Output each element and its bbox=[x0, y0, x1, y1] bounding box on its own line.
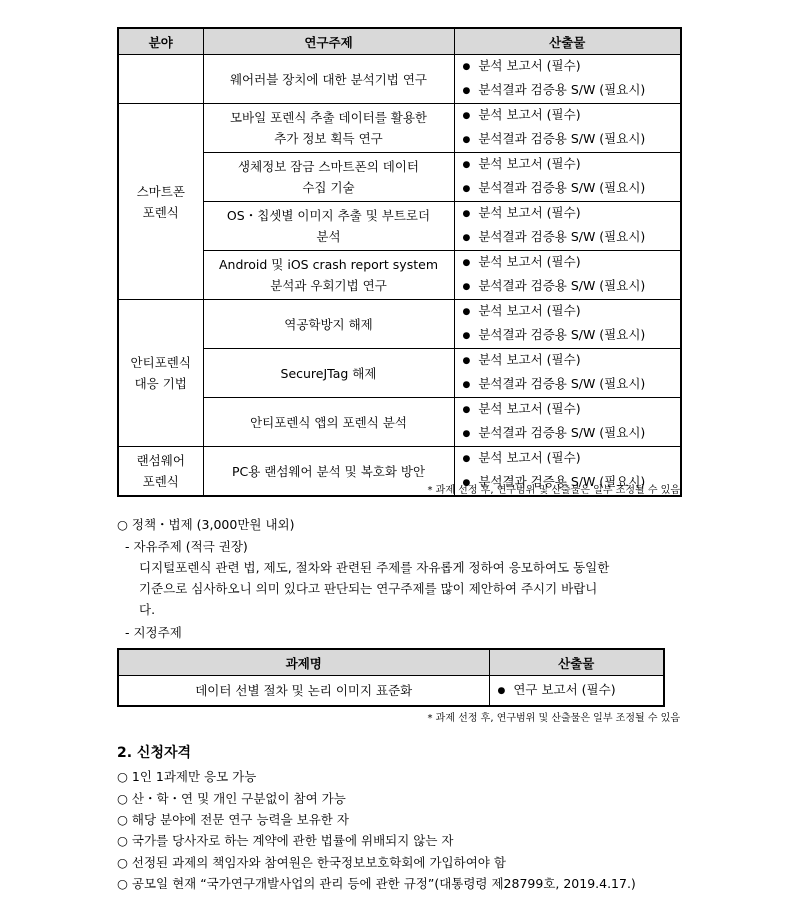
free-topic-desc-1: 디지털포렌식 관련 법, 제도, 절차와 관련된 주제를 자유롭게 정하여 응모하여도 동일한 bbox=[139, 560, 610, 575]
topic-cell: 생체정보 잠금 스마트폰의 데이터 수집 기술 bbox=[203, 153, 454, 202]
section2-title: 2. 신청자격 bbox=[117, 745, 192, 761]
output-cell bbox=[454, 104, 681, 153]
eligibility-item: ○ 산・학・연 및 개인 구분없이 참여 가능 bbox=[117, 791, 346, 806]
table-row bbox=[118, 349, 681, 398]
output-item: ● 분석결과 검증용 S/W (필요시) bbox=[463, 324, 681, 348]
output-item: ● 분석결과 검증용 S/W (필요시) bbox=[463, 177, 681, 201]
output-item: ● 연구 보고서 (필수) bbox=[498, 679, 664, 703]
output-cell bbox=[454, 300, 681, 349]
table-row bbox=[118, 55, 681, 104]
eligibility-item: ○ 국가를 당사자로 하는 계약에 관한 법률에 위배되지 않는 자 bbox=[117, 833, 454, 848]
output-cell bbox=[454, 202, 681, 251]
table-header-row bbox=[118, 649, 664, 676]
topic-cell: 역공학방지 해제 bbox=[203, 300, 454, 349]
output-item: ● 분석 보고서 (필수) bbox=[463, 398, 681, 422]
table-row bbox=[118, 398, 681, 447]
designated-topics-table bbox=[117, 648, 665, 707]
table2-note: * 과제 선정 후, 연구범위 및 산출물은 일부 조정될 수 있음 bbox=[427, 713, 680, 724]
field-cell: 랜섬웨어 포렌식 bbox=[118, 447, 203, 497]
table-row bbox=[118, 104, 681, 153]
output-item: ● 분석 보고서 (필수) bbox=[463, 104, 681, 128]
header-title: 과제명 bbox=[118, 649, 489, 676]
output-cell bbox=[454, 251, 681, 300]
header-output: 산출물 bbox=[454, 28, 681, 55]
topic-cell: Android 및 iOS crash report system 분석과 우회기법 연구 bbox=[203, 251, 454, 300]
eligibility-item: ○ 공모일 현재 “국가연구개발사업의 관리 등에 관한 규정”(대통령령 제28799호, 2019.4.17.) bbox=[117, 876, 636, 891]
header-field: 분야 bbox=[118, 28, 203, 55]
task-title: 데이터 선별 절차 및 논리 이미지 표준화 bbox=[118, 676, 489, 707]
topic-cell: PC용 랜섬웨어 분석 및 복호화 방안 bbox=[203, 447, 454, 497]
field-cell: 스마트폰 포렌식 bbox=[118, 104, 203, 300]
free-topic-label: - 자유주제 (적극 권장) bbox=[125, 539, 248, 554]
field-cell bbox=[118, 55, 203, 104]
output-item: ● 분석결과 검증용 S/W (필요시) bbox=[463, 128, 681, 152]
eligibility-item: ○ 선정된 과제의 책임자와 참여원은 한국정보보호학회에 가입하여야 함 bbox=[117, 855, 506, 870]
topic-cell: SecureJTag 해제 bbox=[203, 349, 454, 398]
table1-note: * 과제 선정 후, 연구범위 및 산출물은 일부 조정될 수 있음 bbox=[427, 485, 680, 496]
research-topics-body bbox=[118, 55, 681, 497]
table-row bbox=[118, 676, 664, 707]
output-cell bbox=[454, 349, 681, 398]
header-output: 산출물 bbox=[489, 649, 664, 676]
field-cell: 안티포렌식 대응 기법 bbox=[118, 300, 203, 447]
output-item: ● 분석결과 검증용 S/W (필요시) bbox=[463, 79, 681, 103]
header-topic: 연구주제 bbox=[203, 28, 454, 55]
table-row bbox=[118, 153, 681, 202]
topic-cell: 모바일 포렌식 추출 데이터를 활용한 추가 정보 획득 연구 bbox=[203, 104, 454, 153]
output-item: ● 분석결과 검증용 S/W (필요시) bbox=[463, 422, 681, 446]
task-output bbox=[489, 676, 664, 707]
output-cell bbox=[454, 398, 681, 447]
output-item: ● 분석 보고서 (필수) bbox=[463, 349, 681, 373]
policy-heading: ○ 정책・법제 (3,000만원 내외) bbox=[117, 517, 295, 532]
free-topic-desc-3: 다. bbox=[139, 602, 156, 617]
table-row bbox=[118, 251, 681, 300]
research-topics-table bbox=[117, 27, 682, 497]
output-item: ● 분석 보고서 (필수) bbox=[463, 55, 681, 79]
output-cell bbox=[454, 55, 681, 104]
output-item: ● 분석 보고서 (필수) bbox=[463, 153, 681, 177]
eligibility-item: ○ 해당 분야에 전문 연구 능력을 보유한 자 bbox=[117, 812, 349, 827]
table-header-row bbox=[118, 28, 681, 55]
output-item: ● 분석 보고서 (필수) bbox=[463, 300, 681, 324]
output-item: ● 분석 보고서 (필수) bbox=[463, 447, 681, 471]
output-cell bbox=[454, 153, 681, 202]
table-row bbox=[118, 300, 681, 349]
designated-topic-label: - 지정주제 bbox=[125, 625, 182, 640]
topic-cell: OS・칩셋별 이미지 추출 및 부트로더 분석 bbox=[203, 202, 454, 251]
topic-cell: 웨어러블 장치에 대한 분석기법 연구 bbox=[203, 55, 454, 104]
eligibility-item: ○ 1인 1과제만 응모 가능 bbox=[117, 769, 257, 784]
output-item: ● 분석결과 검증용 S/W (필요시) bbox=[463, 275, 681, 299]
output-item: ● 분석결과 검증용 S/W (필요시) bbox=[463, 373, 681, 397]
table-row bbox=[118, 202, 681, 251]
output-item: ● 분석결과 검증용 S/W (필요시) bbox=[463, 471, 681, 495]
topic-cell: 안티포렌식 앱의 포렌식 분석 bbox=[203, 398, 454, 447]
free-topic-desc-2: 기준으로 심사하오니 의미 있다고 판단되는 연구주제를 많이 제안하여 주시기 바랍니 bbox=[139, 581, 598, 596]
output-item: ● 분석 보고서 (필수) bbox=[463, 202, 681, 226]
output-item: ● 분석 보고서 (필수) bbox=[463, 251, 681, 275]
output-item: ● 분석결과 검증용 S/W (필요시) bbox=[463, 226, 681, 250]
